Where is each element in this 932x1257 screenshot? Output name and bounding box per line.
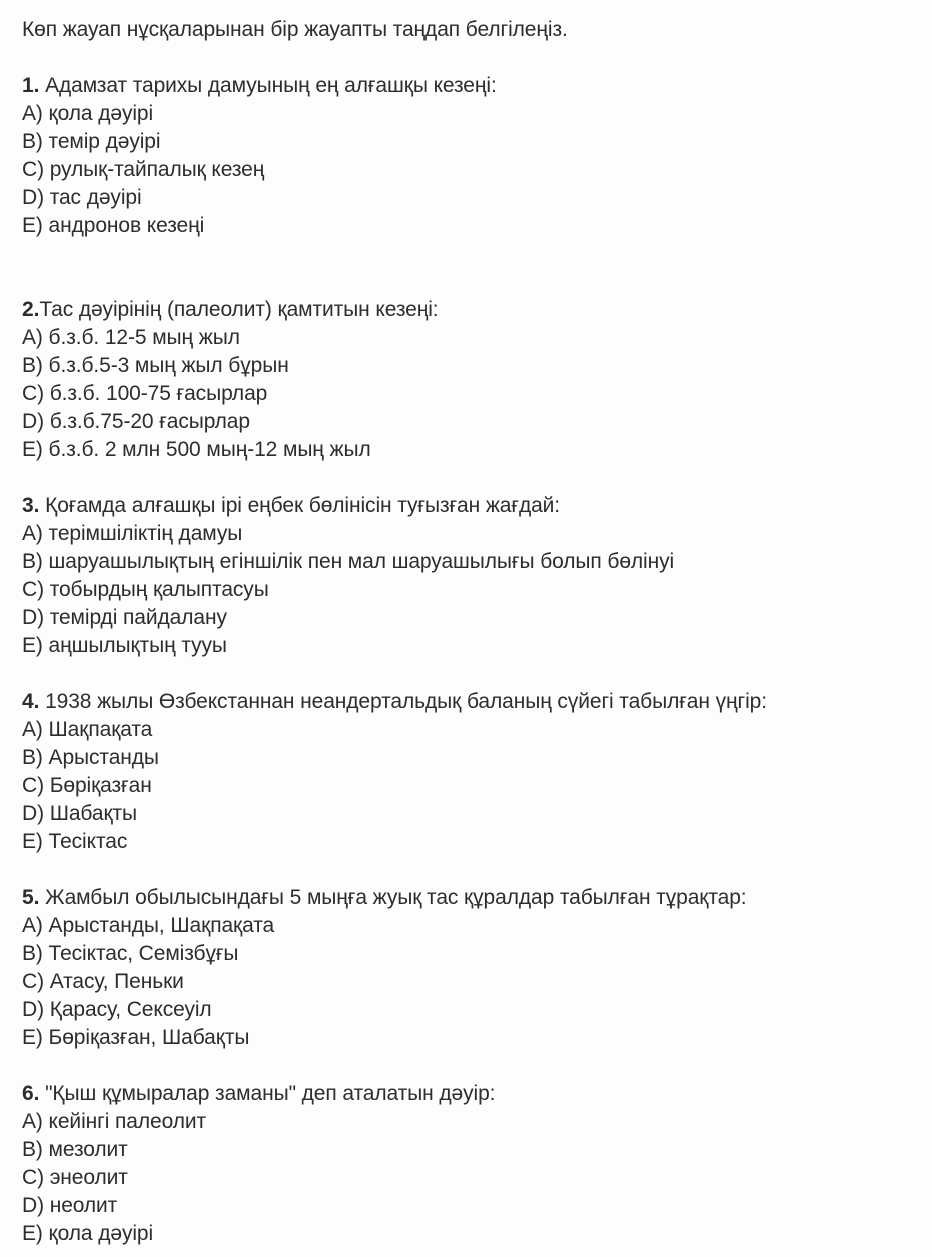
question-2-text: Тас дәуірінің (палеолит) қамтитын кезеңі: bbox=[39, 298, 439, 321]
q4-option-d: D) Шабақты bbox=[22, 802, 138, 825]
question-block-1 bbox=[22, 72, 922, 240]
q4-option-a: A) Шақпақата bbox=[22, 718, 153, 741]
q3-option-b: B) шаруашылықтың егіншілік пен мал шаруашылығы болып бөлінуі bbox=[22, 550, 675, 573]
question-1-number: 1. bbox=[22, 74, 40, 97]
question-5-text: Жамбыл обылысындағы 5 мыңға жуық тас құралдар табылған тұрақтар: bbox=[39, 886, 747, 909]
q2-option-b: B) б.з.б.5-3 мың жыл бұрын bbox=[22, 354, 289, 377]
q1-option-b: B) темір дәуірі bbox=[22, 130, 161, 153]
question-4-line bbox=[22, 688, 922, 716]
q2-option-a: A) б.з.б. 12-5 мың жыл bbox=[22, 326, 240, 349]
question-block-5 bbox=[22, 884, 922, 1052]
question-6-text: "Қыш құмыралар заманы" деп аталатын дәуір: bbox=[39, 1082, 496, 1105]
q6-option-b: B) мезолит bbox=[22, 1138, 128, 1161]
q6-option-d: D) неолит bbox=[22, 1194, 118, 1217]
q1-option-a: A) қола дәуірі bbox=[22, 102, 154, 125]
question-5-number: 5. bbox=[22, 886, 40, 909]
q6-option-c: C) энеолит bbox=[22, 1166, 128, 1189]
question-6-line bbox=[22, 1080, 922, 1108]
q4-option-b: B) Арыстанды bbox=[22, 746, 159, 769]
question-block-6 bbox=[22, 1080, 922, 1248]
question-4-text: 1938 жылы Өзбекстаннан неандертальдық баланың сүйегі табылған үңгір: bbox=[39, 690, 767, 713]
q3-option-c: C) тобырдың қалыптасуы bbox=[22, 578, 269, 601]
q2-option-c: C) б.з.б. 100-75 ғасырлар bbox=[22, 382, 268, 405]
question-block-2 bbox=[22, 296, 922, 464]
question-block-4 bbox=[22, 688, 922, 856]
q1-option-c: C) рулық-тайпалық кезең bbox=[22, 158, 265, 181]
q5-option-a: A) Арыстанды, Шақпақата bbox=[22, 914, 275, 937]
q3-option-a: A) терімшіліктің дамуы bbox=[22, 522, 243, 545]
question-6-number: 6. bbox=[22, 1082, 40, 1105]
question-3-text: Қоғамда алғашқы ірі еңбек бөлінісін туғызған жағдай: bbox=[39, 494, 561, 517]
q5-option-b: B) Тесіктас, Семізбұғы bbox=[22, 942, 239, 965]
q5-option-d: D) Қарасу, Сексеуіл bbox=[22, 998, 212, 1021]
question-1-line bbox=[22, 72, 922, 100]
q4-option-e: E) Тесіктас bbox=[22, 830, 128, 853]
q4-option-c: C) Бөріқазған bbox=[22, 774, 152, 797]
q2-option-d: D) б.з.б.75-20 ғасырлар bbox=[22, 410, 250, 433]
question-3-number: 3. bbox=[22, 494, 40, 517]
q3-option-e: E) аңшылықтың тууы bbox=[22, 634, 227, 657]
q5-option-e: E) Бөріқазған, Шабақты bbox=[22, 1026, 250, 1049]
q5-option-c: C) Атасу, Пеньки bbox=[22, 970, 184, 993]
question-2-number: 2. bbox=[22, 298, 40, 321]
question-3-line bbox=[22, 492, 922, 520]
q3-option-d: D) темірді пайдалану bbox=[22, 606, 227, 629]
question-5-line bbox=[22, 884, 922, 912]
q2-option-e: E) б.з.б. 2 млн 500 мың-12 мың жыл bbox=[22, 438, 371, 461]
q1-option-d: D) тас дәуірі bbox=[22, 186, 142, 209]
question-2-line bbox=[22, 296, 922, 324]
q1-option-e: E) андронов кезеңі bbox=[22, 214, 205, 237]
quiz-instruction: Көп жауап нұсқаларынан бір жауапты таңдап белгілеңіз. bbox=[22, 18, 568, 41]
question-block-3 bbox=[22, 492, 922, 660]
q6-option-a: A) кейінгі палеолит bbox=[22, 1110, 206, 1133]
question-1-text: Адамзат тарихы дамуының ең алғашқы кезеңі: bbox=[39, 74, 497, 97]
q6-option-e: E) қола дәуірі bbox=[22, 1222, 154, 1245]
question-4-number: 4. bbox=[22, 690, 40, 713]
